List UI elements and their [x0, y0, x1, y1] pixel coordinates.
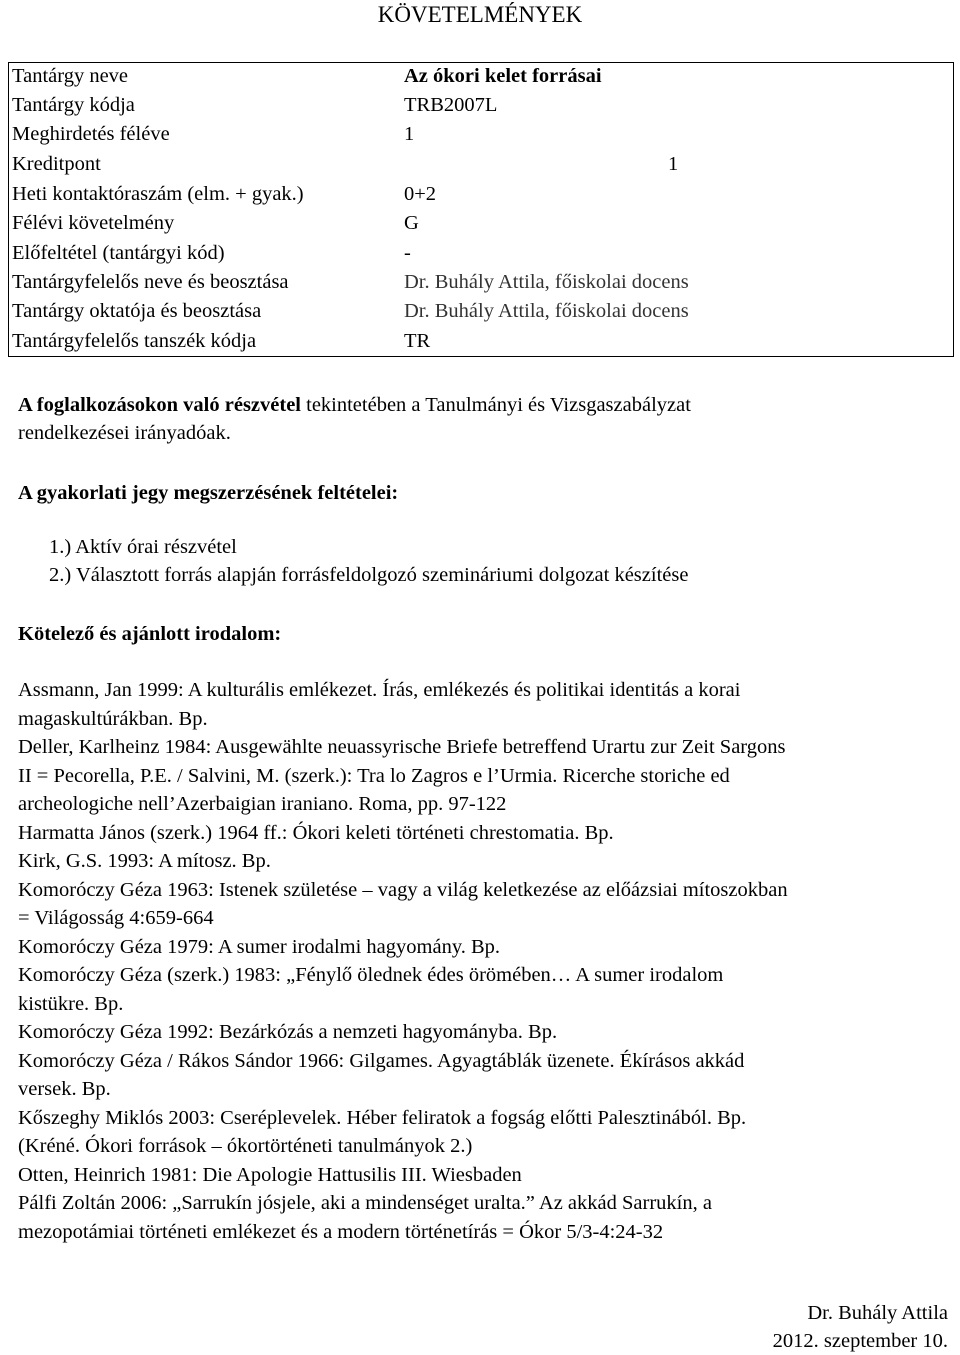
- attendance-paragraph: [18, 392, 938, 447]
- attendance-bold: A foglalkozásokon való részvétel: [18, 394, 301, 416]
- reference-line: II = Pecorella, P.E. / Salvini, M. (szerk.): Tra lo Zagros e l’Urmia. Ricerche storiche ed: [18, 764, 730, 787]
- literature-heading: Kötelező és ajánlott irodalom:: [18, 623, 282, 645]
- row-value: 1: [668, 153, 679, 175]
- row-label: Félévi követelmény: [12, 212, 175, 234]
- reference-entry: [18, 1047, 948, 1104]
- row-label: Tantárgy oktatója és beosztása: [12, 300, 262, 322]
- practical-heading: A gyakorlati jegy megszerzésének feltételei:: [18, 482, 399, 504]
- row-label: Tantárgy kódja: [12, 94, 135, 116]
- row-value: G: [404, 212, 419, 234]
- row-label: Tantárgy neve: [12, 65, 129, 87]
- reference-list: [18, 676, 948, 1246]
- reference-line: (Kréné. Ókori források – ókortörténeti tanulmányok 2.): [18, 1135, 473, 1157]
- reference-entry: [18, 1018, 948, 1047]
- reference-line: Kirk, G.S. 1993: A mítosz. Bp.: [18, 850, 271, 872]
- reference-entry: [18, 733, 948, 819]
- reference-line: Pálfi Zoltán 2006: „Sarrukín jósjele, aki a mindenséget uralta.” Az akkád Sarrukín, a: [18, 1192, 712, 1214]
- reference-line: archeologiche nell’Azerbaigian iraniano. Roma, pp. 97-122: [18, 793, 507, 815]
- row-value: 1: [404, 123, 415, 145]
- reference-line: Komoróczy Géza (szerk.) 1983: „Fénylő ölednek édes örömében… A sumer irodalom: [18, 964, 724, 986]
- attendance-line-2: rendelkezései irányadóak.: [18, 421, 231, 444]
- reference-line: Komoróczy Géza / Rákos Sándor 1966: Gilgames. Agyagtáblák üzenete. Ékírásos akkád: [18, 1049, 745, 1072]
- page-title: KÖVETELMÉNYEK: [377, 2, 583, 27]
- reference-line: mezopotámiai történeti emlékezet és a modern történetírás = Ókor 5/3-4:24-32: [18, 1220, 664, 1243]
- row-value: TR: [404, 330, 431, 352]
- row-value: Dr. Buhály Attila, főiskolai docens: [404, 300, 689, 322]
- reference-line: Kőszeghy Miklós 2003: Cseréplevelek. Héber feliratok a fogság előtti Palesztinából. Bp.: [18, 1106, 747, 1129]
- reference-line: magaskultúrákban. Bp.: [18, 707, 208, 730]
- reference-line: versek. Bp.: [18, 1078, 111, 1100]
- reference-entry: [18, 961, 948, 1018]
- row-label: Előfeltétel (tantárgyi kód): [12, 242, 225, 264]
- signature-date: 2012. szeptember 10.: [772, 1330, 948, 1352]
- reference-line: = Világosság 4:659-664: [18, 907, 214, 929]
- row-label: Kreditpont: [12, 153, 101, 175]
- reference-line: Otten, Heinrich 1981: Die Apologie Hattusilis III. Wiesbaden: [18, 1163, 522, 1186]
- list-item: 2.) Választott forrás alapján forrásfeldolgozó szemináriumi dolgozat készítése: [49, 564, 689, 586]
- reference-line: Komoróczy Géza 1979: A sumer irodalmi hagyomány. Bp.: [18, 935, 501, 958]
- reference-entry: [18, 1189, 948, 1246]
- reference-line: Deller, Karlheinz 1984: Ausgewählte neuassyrische Briefe betreffend Urartu zur Zeit Sargons: [18, 736, 786, 758]
- reference-line: Harmatta János (szerk.) 1964 ff.: Ókori keleti történeti chrestomatia. Bp.: [18, 821, 614, 844]
- reference-line: Komoróczy Géza 1992: Bezárkózás a nemzeti hagyományba. Bp.: [18, 1021, 558, 1043]
- row-value: -: [404, 242, 411, 264]
- row-label: Tantárgyfelelős neve és beosztása: [12, 271, 289, 293]
- row-label: Tantárgyfelelős tanszék kódja: [12, 330, 257, 352]
- reference-entry: [18, 1161, 948, 1190]
- reference-line: Komoróczy Géza 1963: Istenek születése – vagy a világ keletkezése az előázsiai mítoszokban: [18, 878, 788, 901]
- row-value: TRB2007L: [404, 94, 498, 116]
- attendance-rest: tekintetében a Tanulmányi és Vizsgaszabályzat: [301, 394, 691, 416]
- reference-entry: [18, 933, 948, 962]
- reference-entry: [18, 676, 948, 733]
- reference-entry: [18, 876, 948, 933]
- row-label: Meghirdetés féléve: [12, 123, 170, 145]
- row-value: Dr. Buhály Attila, főiskolai docens: [404, 271, 689, 293]
- reference-line: Assmann, Jan 1999: A kulturális emlékezet. Írás, emlékezés és politikai identitás a korai: [18, 679, 741, 701]
- row-value: Az ókori kelet forrásai: [404, 65, 602, 87]
- list-item: 1.) Aktív órai részvétel: [49, 536, 237, 558]
- reference-line: kistükre. Bp.: [18, 992, 124, 1015]
- row-label: Heti kontaktóraszám (elm. + gyak.): [12, 183, 304, 205]
- signature-name: Dr. Buhály Attila: [807, 1302, 948, 1324]
- reference-entry: [18, 819, 948, 848]
- reference-entry: [18, 847, 948, 876]
- row-value: 0+2: [404, 183, 437, 205]
- reference-entry: [18, 1104, 948, 1161]
